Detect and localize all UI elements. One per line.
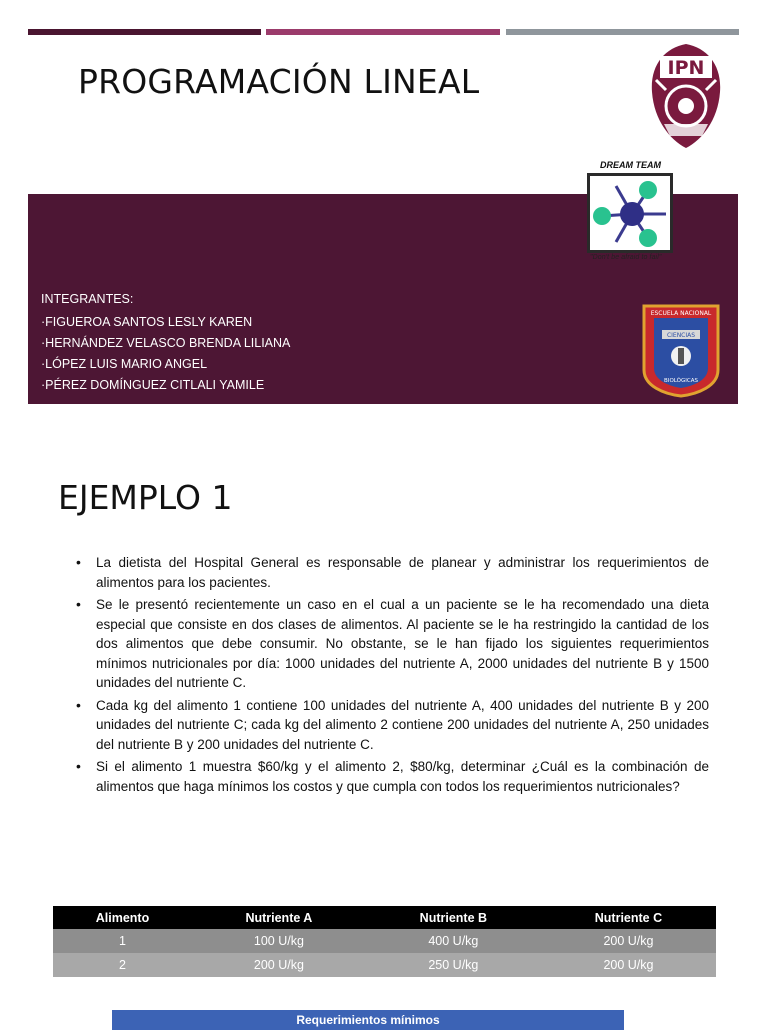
team-motto: "Don't be afraid to fail": [590, 254, 662, 261]
escuela-logo-line3: BIOLÓGICAS: [664, 378, 698, 384]
decor-bar-gray: [506, 29, 739, 35]
bullet-item: • La dietista del Hospital General es responsable de planear y administrar los requerimientos de alimentos para los pacientes.: [76, 553, 709, 592]
member-item: ·FIGUEROA SANTOS LESLY KAREN: [41, 315, 253, 329]
table-cell: 400 U/kg: [366, 929, 541, 953]
table-header-cell: Alimento: [53, 906, 192, 929]
bullet-item: • Cada kg del alimento 1 contiene 100 unidades del nutriente A, 400 unidades del nutriente B y 200 unidades del nutriente C; cada kg del alimento 2 contiene 200 unidades del nutriente A, 250 unidades del nutriente B y 200 unidades del nutriente C.: [76, 696, 709, 755]
table-cell: 250 U/kg: [366, 953, 541, 977]
members-header: INTEGRANTES:: [41, 292, 134, 306]
table-header-cell: Nutriente B: [366, 906, 541, 929]
table-cell: 200 U/kg: [192, 953, 366, 977]
bullet-item: • Si el alimento 1 muestra $60/kg y el alimento 2, $80/kg, determinar ¿Cuál es la combinación de alimentos que haga mínimos los costos y que cumpla con todos los requerimientos nutricionales?: [76, 757, 709, 796]
ipn-logo-text: IPN: [667, 57, 705, 79]
members-list: [41, 292, 290, 399]
decor-bar-dark: [28, 29, 261, 35]
requirements-table-header: Requerimientos mínimos: [112, 1010, 624, 1030]
problem-bullets: [76, 553, 709, 799]
ipn-logo: [646, 40, 726, 152]
dream-team-logo: [587, 173, 673, 253]
escuela-logo: [638, 296, 724, 398]
table-header-row: [53, 906, 716, 929]
table-row: [53, 953, 716, 977]
table-cell: 2: [53, 953, 192, 977]
decor-bar-magenta: [266, 29, 500, 35]
table-cell: 200 U/kg: [541, 953, 716, 977]
member-item: ·HERNÁNDEZ VELASCO BRENDA LILIANA: [41, 336, 291, 350]
slide-title: PROGRAMACIÓN LINEAL: [78, 62, 480, 101]
escuela-logo-line1: ESCUELA NACIONAL: [650, 310, 712, 317]
member-item: ·PÉREZ DOMÍNGUEZ CITLALI YAMILE: [41, 378, 265, 392]
nutrient-table: [53, 906, 716, 977]
member-item: ·LÓPEZ LUIS MARIO ANGEL: [41, 357, 208, 371]
table-cell: 200 U/kg: [541, 929, 716, 953]
table-header-cell: Nutriente A: [192, 906, 366, 929]
bullet-item: • Se le presentó recientemente un caso en el cual a un paciente se le ha recomendado una dieta especial que consiste en dos clases de alimentos. Al paciente se le ha restringido la cantidad de los dos alimentos que debe consumir. No obstante, se le han fijado los siguientes requerimientos mínimos nutricionales por día: 1000 unidades del nutriente A, 2000 unidades del nutriente B y 1500 unidades del nutriente C.: [76, 595, 709, 693]
table-cell: 100 U/kg: [192, 929, 366, 953]
escuela-logo-line2: CIENCIAS: [666, 332, 696, 339]
example-title: EJEMPLO 1: [58, 478, 233, 517]
table-cell: 1: [53, 929, 192, 953]
table-row: [53, 929, 716, 953]
table-header-cell: Nutriente C: [541, 906, 716, 929]
molecule-icon: [590, 176, 670, 250]
team-name: DREAM TEAM: [600, 160, 661, 170]
